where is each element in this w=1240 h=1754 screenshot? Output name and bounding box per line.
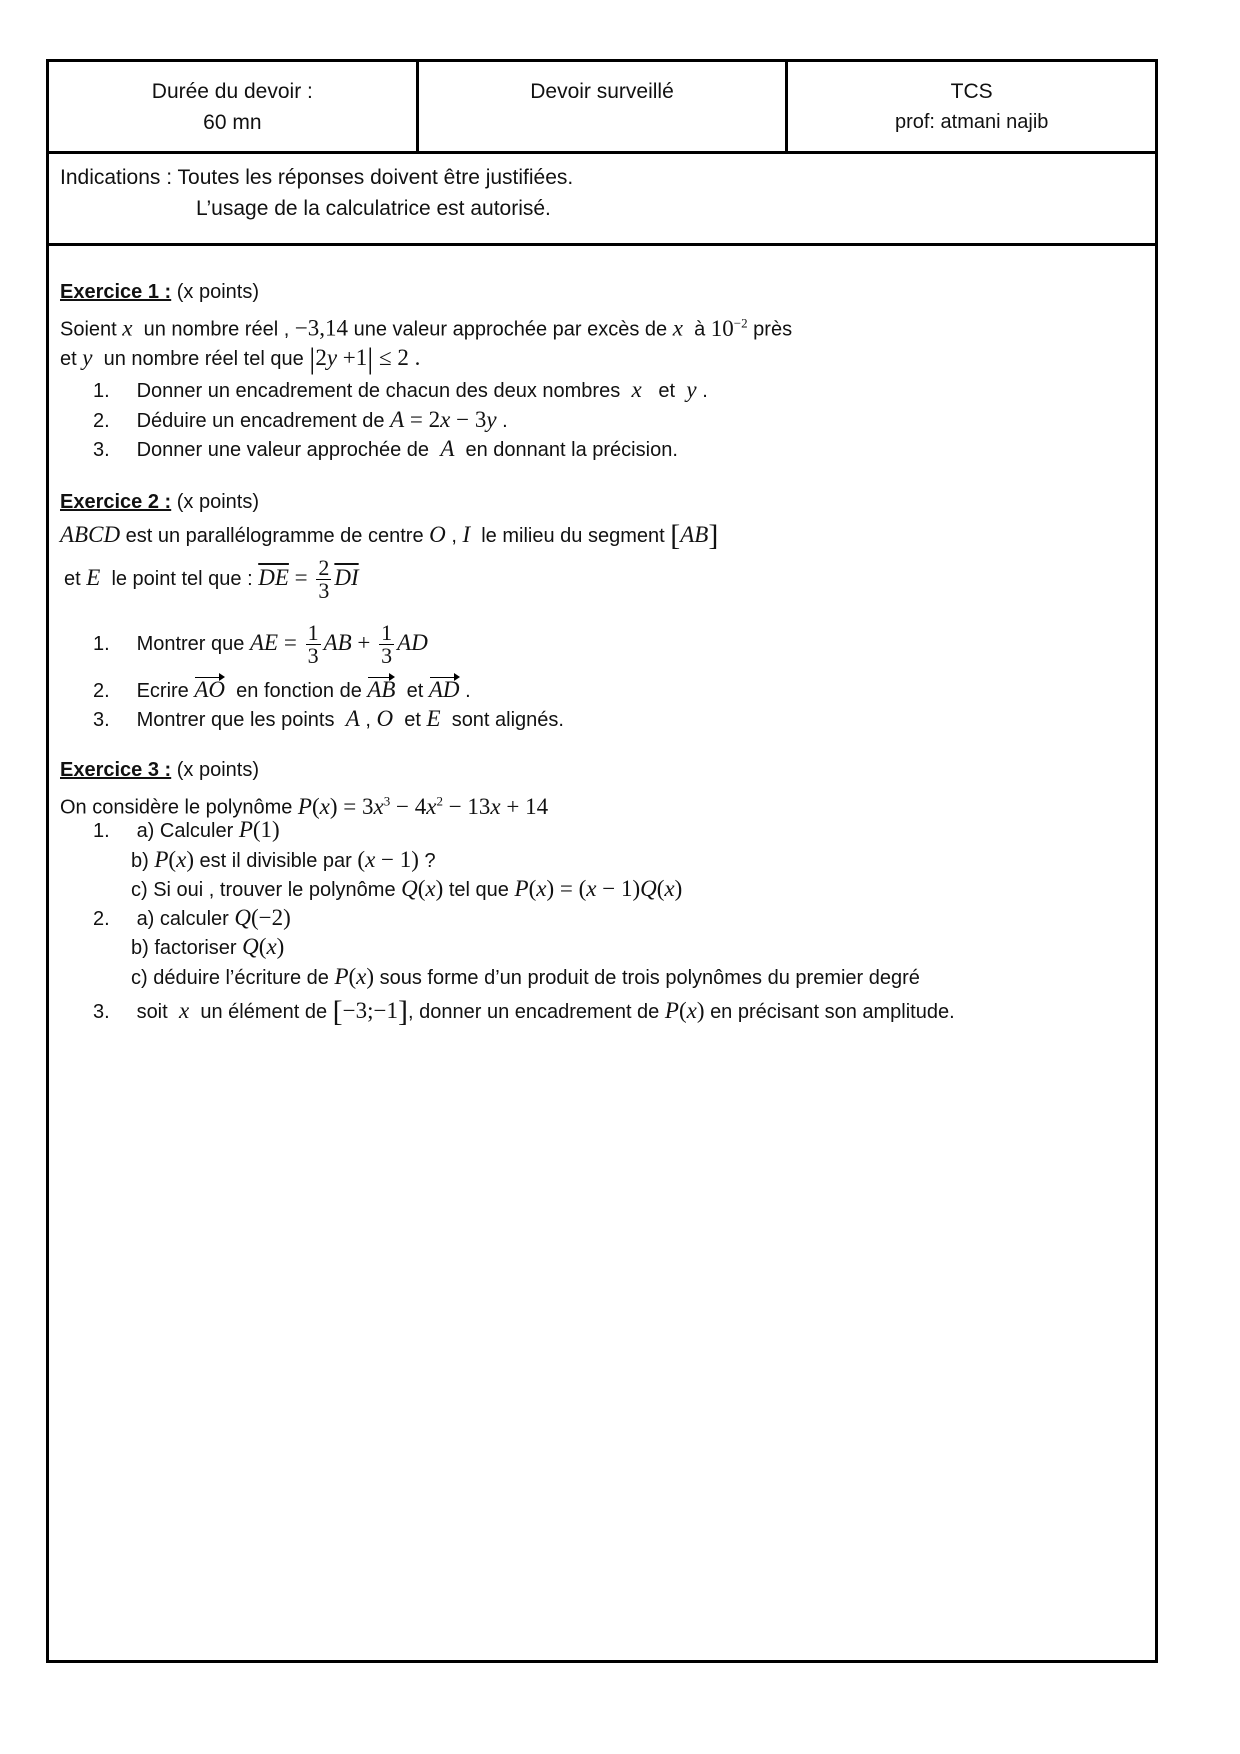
ex3-question-2a: 2. a) calculer Q(−2) — [93, 903, 291, 934]
text: Déduire un encadrement de — [136, 410, 385, 432]
indications-line1: Indications : Toutes les réponses doivent être justifiées. — [60, 166, 574, 189]
text: Soient — [60, 318, 117, 341]
text: b) factoriser — [131, 937, 237, 959]
text: sont alignés. — [451, 709, 564, 731]
duration-cell — [49, 62, 416, 151]
item-number: 3. — [93, 709, 110, 731]
text: et — [64, 567, 81, 590]
text: un élément de — [200, 1001, 328, 1023]
ex3-question-2b: b) factoriser Q(x) — [131, 934, 285, 959]
text: soit — [136, 1001, 168, 1023]
ex3-points: (x points) — [176, 759, 260, 781]
text: est un parallélogramme de centre — [125, 525, 424, 547]
text: le point tel que : — [111, 567, 253, 590]
ex3-title: Exercice 3 : — [60, 759, 172, 781]
indications-line2: L’usage de la calculatrice est autorisé. — [196, 197, 551, 220]
ex1-statement-2: et y un nombre réel tel que |2y +1| ≤ 2 . — [60, 342, 421, 375]
exam-title-cell — [416, 62, 786, 151]
text: c) Si oui , trouver le polynôme — [131, 879, 396, 901]
text: le milieu du segment — [481, 525, 665, 547]
ex1-question-3: 3. Donner une valeur approchée de A en donnant la précision. — [93, 434, 678, 465]
text: un nombre réel tel que — [103, 348, 304, 370]
ex3-question-1b: b) P(x) est il divisible par (x − 1) ? — [131, 847, 436, 872]
text: Donner un encadrement de chacun des deux nombres — [136, 380, 621, 402]
item-number: 3. — [93, 1001, 110, 1023]
text: en précisant son amplitude. — [710, 1001, 955, 1023]
text: a) Calculer — [136, 820, 234, 842]
exam-sheet — [46, 59, 1158, 1663]
text: en fonction de — [236, 680, 362, 702]
item-number: 2. — [93, 908, 110, 930]
ex3-question-1c: c) Si oui , trouver le polynôme Q(x) tel que P(x) = (x − 1)Q(x) — [131, 876, 683, 901]
item-number: 3. — [93, 439, 110, 461]
ex1-points: (x points) — [176, 281, 260, 303]
text: a) calculer — [136, 908, 229, 930]
text: et — [658, 380, 676, 402]
text: Montrer que — [136, 632, 245, 655]
ex2-statement-1: ABCD est un parallélogramme de centre O , I le milieu du segment [AB] — [60, 519, 719, 552]
text: près — [753, 318, 793, 341]
ex2-heading — [60, 487, 259, 517]
ex3-question-1a: 1. a) Calculer P(1) — [93, 815, 280, 846]
exam-title: Devoir surveillé — [530, 80, 674, 103]
ex1-statement-1: Soient x un nombre réel , −3,14 une valeur approchée par excès de x à $10^{-2}$ près — [60, 315, 793, 341]
ex2-question-3: 3. Montrer que les points A , O et E sont alignés. — [93, 704, 564, 735]
ex3-intro: On considère le polynôme $P(x) = 3x^3 - 4x^2 - 13x + 14$ — [60, 793, 549, 819]
item-number: 2. — [93, 680, 110, 702]
item-number: 1. — [93, 380, 110, 402]
approx-value: −3,14 — [294, 315, 349, 341]
text: en donnant la précision. — [465, 439, 678, 461]
text: b) — [131, 850, 149, 872]
ex1-heading — [60, 277, 259, 307]
duration-value: 60 mn — [203, 111, 262, 134]
ex1-title: Exercice 1 : — [60, 281, 172, 303]
text: sous forme d’un produit de trois polynômes du premier degré — [379, 967, 920, 989]
ex2-points: (x points) — [176, 491, 260, 513]
level: TCS — [950, 80, 993, 103]
item-number: 1. — [93, 632, 110, 655]
text: c) déduire l’écriture de — [131, 967, 329, 989]
text: Ecrire — [136, 680, 189, 702]
text: une valeur approchée par excès de — [353, 318, 668, 341]
text: est il divisible par — [199, 850, 352, 872]
text: et — [404, 709, 421, 731]
text: un nombre réel , — [143, 318, 290, 341]
header-table — [49, 62, 1155, 154]
text: On considère le polynôme — [60, 796, 293, 819]
ex1-question-2: 2. Déduire un encadrement de A = 2x − 3y . — [93, 405, 508, 436]
ex2-statement-2: et E le point tel que : $\overline{DE}$ = $\frac{2}{3}$ $\overline{DI}$ — [64, 555, 359, 603]
ex2-question-1: 1. Montrer que AE = $\frac{1}{3}$ AB + $\frac{1}{3}$ AD — [93, 620, 428, 668]
duration-label: Durée du devoir : — [151, 80, 313, 103]
ex2-title: Exercice 2 : — [60, 491, 172, 513]
indications — [49, 154, 1155, 246]
text: Montrer que les points — [136, 709, 335, 731]
item-number: 1. — [93, 820, 110, 842]
ex1-question-1: 1. Donner un encadrement de chacun des deux nombres x et y . — [93, 375, 708, 406]
ex3-heading — [60, 755, 259, 785]
text: et — [406, 680, 424, 702]
text: à — [694, 318, 706, 341]
teacher: prof: atmani najib — [894, 111, 1049, 133]
text: Donner une valeur approchée de — [136, 439, 429, 461]
level-cell — [785, 62, 1155, 151]
text: , donner un encadrement de — [408, 1001, 660, 1023]
item-number: 2. — [93, 410, 110, 432]
text: tel que — [448, 879, 509, 901]
ex3-question-2c: c) déduire l’écriture de P(x) sous forme d’un produit de trois polynômes du premier degré — [131, 964, 920, 989]
text: et — [60, 348, 77, 370]
ex3-question-3: 3. soit x un élément de [−3;−1], donner un encadrement de P(x) en précisant son amplitude. — [93, 995, 955, 1028]
ex2-question-2: 2. Ecrire AO en fonction de AB et AD . — [93, 675, 471, 706]
